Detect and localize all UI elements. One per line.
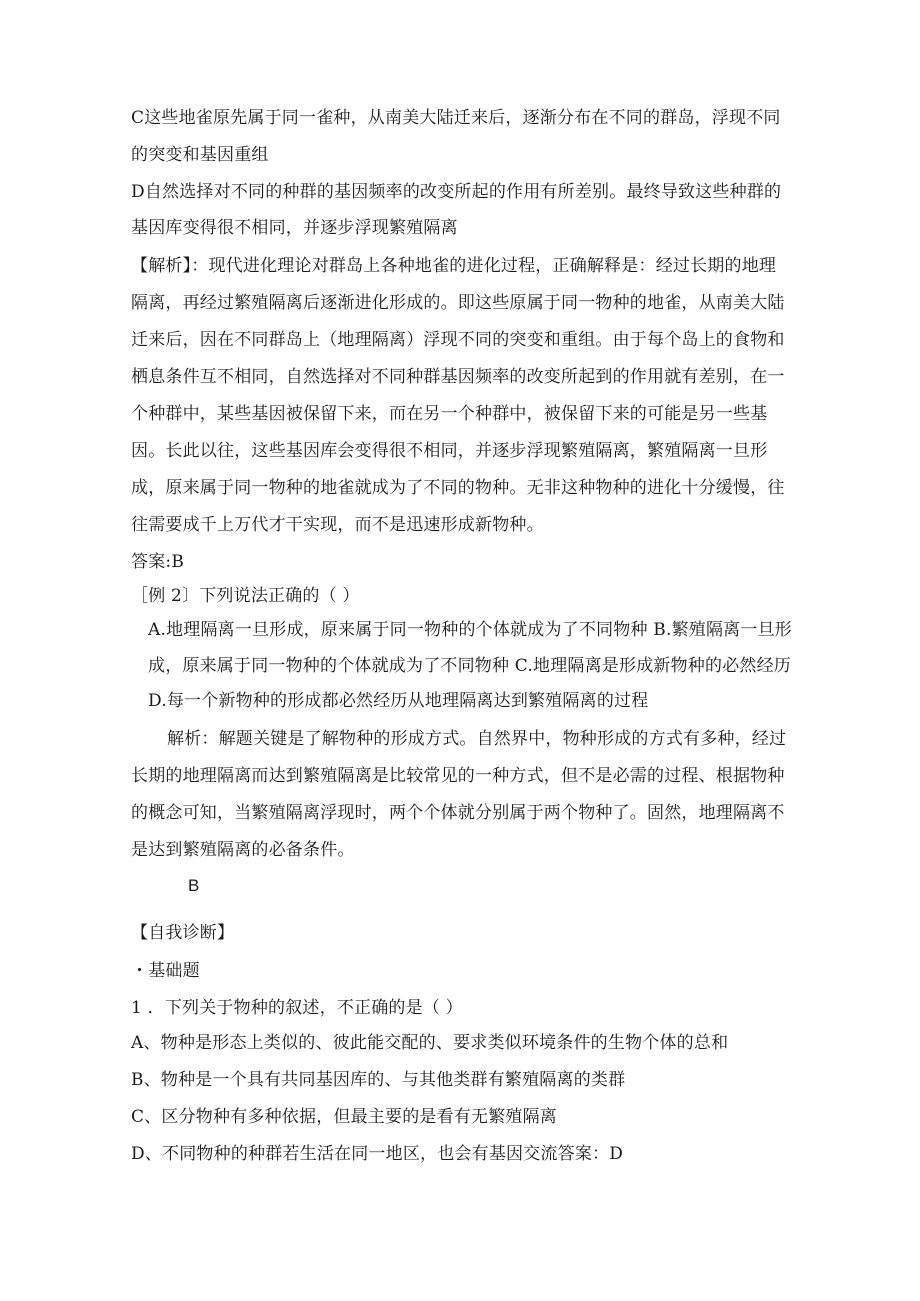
- analysis-line-4: 栖息条件互不相同，自然选择对不同种群基因频率的改变所起到的作用就有差别，在一: [131, 367, 785, 387]
- option-c-line-1: C这些地雀原先属于同一雀种，从南美大陆迁来后，逐渐分布在不同的群岛，浮现不同: [131, 108, 781, 128]
- analysis-line-3: 迁来后，因在不同群岛上（地理隔离）浮现不同的突变和重组。由于每个岛上的食物和: [131, 330, 785, 350]
- example-2-question: ［例 2〕下列说法正确的（ ）: [131, 586, 360, 606]
- analysis-line-5: 个种群中，某些基因被保留下来，而在另一个种群中，被保留下来的可能是另一些基: [131, 404, 768, 424]
- basic-questions-heading: ・基础题: [131, 961, 200, 981]
- example-2-analysis-line-2: 长期的地理隔离而达到繁殖隔离是比较常见的一种方式，但不是必需的过程、根据物种: [131, 766, 785, 786]
- analysis-line-1: 【解析】：现代进化理论对群岛上各种地雀的进化过程，正确解释是：经过长期的地理: [131, 256, 777, 276]
- question-1-option-c: C、区分物种有多种依据，但最主要的是看有无繁殖隔离: [131, 1107, 558, 1127]
- option-d-line-2: 基因库变得很不相同，并逐步浮现繁殖隔离: [131, 218, 458, 238]
- example-2-options-line-1: A.地理隔离一旦形成，原来属于同一物种的个体就成为了不同物种 B.繁殖隔离一旦形: [148, 620, 792, 640]
- question-1-option-b: B、物种是一个具有共同基因库的、与其他类群有繁殖隔离的类群: [131, 1070, 626, 1090]
- question-1-option-a: A、物种是形态上类似的、彼此能交配的、要求类似环境条件的生物个体的总和: [131, 1033, 729, 1053]
- example-2-analysis-line-1: 解析：解题关键是了解物种的形成方式。自然界中，物种形成的方式有多种，经过: [167, 729, 787, 749]
- example-2-options-line-3: D.每一个新物种的形成都必然经历从地理隔离达到繁殖隔离的过程: [148, 691, 649, 711]
- example-2-options-line-2: 成，原来属于同一物种的个体就成为了不同物种 C.地理隔离是形成新物种的必然经历: [148, 656, 792, 676]
- option-d-line-1: D自然选择对不同的种群的基因频率的改变所起的作用有所差别。最终导致这些种群的: [131, 182, 782, 202]
- analysis-line-7: 成，原来属于同一物种的地雀就成为了不同的物种。无非这种物种的进化十分缓慢，往: [131, 478, 785, 498]
- answer-line: 答案:B: [131, 552, 185, 572]
- analysis-line-8: 往需要成千上万代才干实现，而不是迅速形成新物种。: [131, 515, 544, 535]
- analysis-line-6: 因。长此以往，这些基因库会变得很不相同，并逐步浮现繁殖隔离，繁殖隔离一旦形: [131, 441, 768, 461]
- example-2-analysis-line-3: 的概念可知，当繁殖隔离浮现时，两个个体就分别属于两个物种了。固然，地理隔离不: [131, 803, 785, 823]
- analysis-line-2: 隔离，再经过繁殖隔离后逐渐进化形成的。即这些原属于同一物种的地雀，从南美大陆: [131, 293, 785, 313]
- example-2-answer: B: [188, 876, 200, 895]
- self-diagnosis-heading: 【自我诊断】: [131, 923, 235, 943]
- example-2-analysis-line-4: 是达到繁殖隔离的必备条件。: [131, 840, 355, 860]
- option-c-line-2: 的突变和基因重组: [131, 145, 269, 165]
- question-1: 1 ．下列关于物种的叙述，不正确的是（ ）: [131, 998, 463, 1018]
- question-1-option-d: D、不同物种的种群若生活在同一地区，也会有基因交流答案：D: [131, 1144, 624, 1164]
